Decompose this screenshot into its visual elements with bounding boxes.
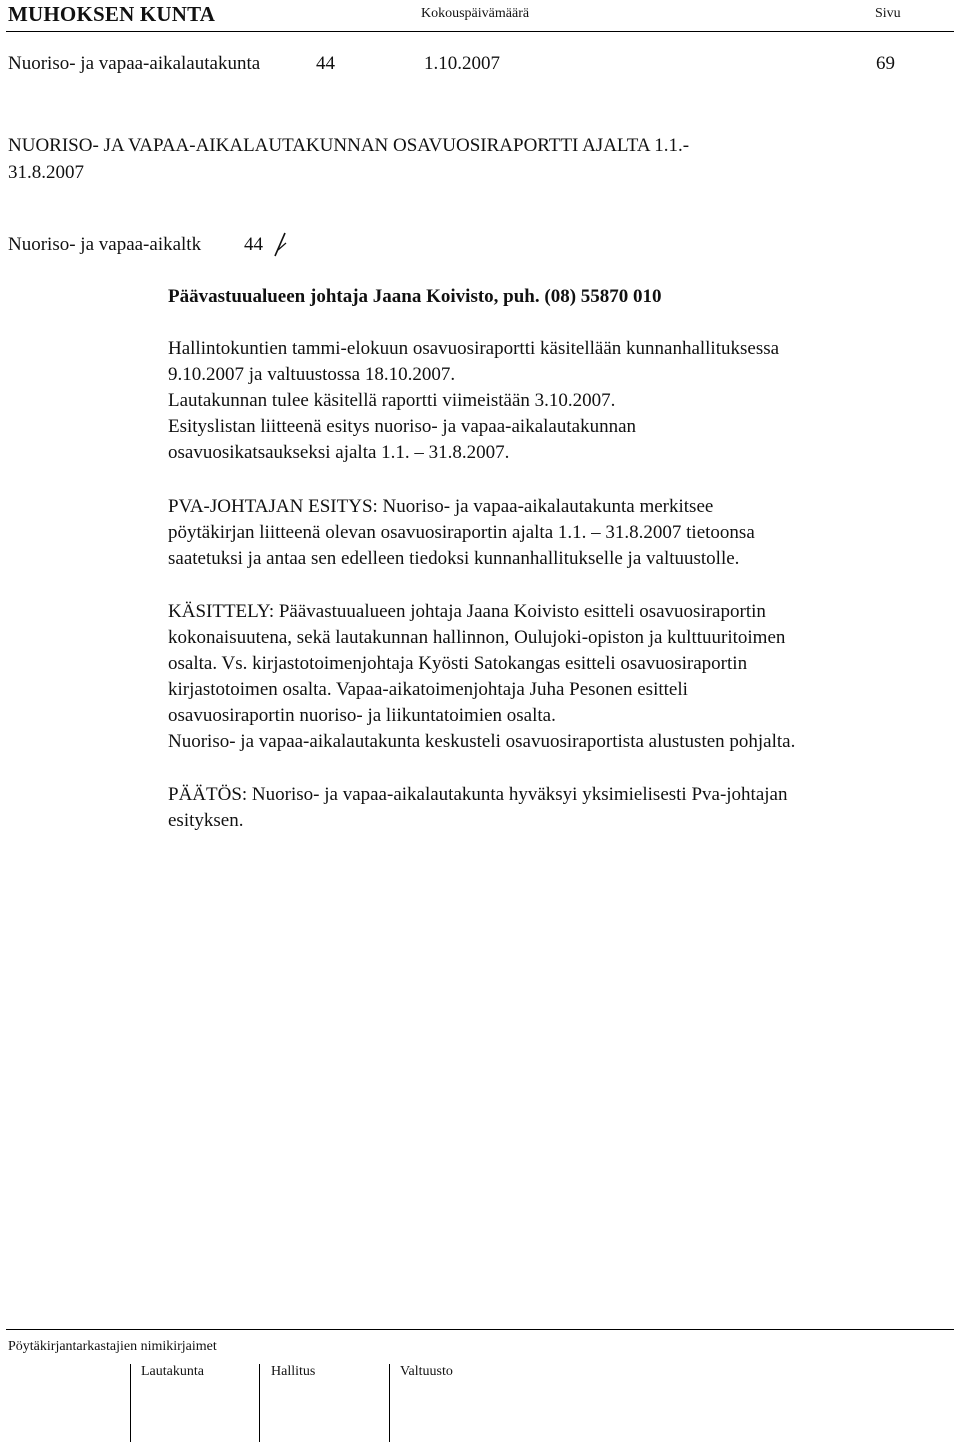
meeting-number: 44 bbox=[316, 53, 335, 74]
paragraph-line: Lautakunnan tulee käsitellä raportti viimeistään 3.10.2007. bbox=[168, 390, 616, 411]
footer-column-divider bbox=[389, 1364, 390, 1442]
meeting-body-name: Nuoriso- ja vapaa-aikalautakunta bbox=[8, 53, 261, 74]
paragraph-line: Esityslistan liitteenä esitys nuoriso- ja vapaa-aikalautakunnan bbox=[168, 416, 637, 437]
footer-column-lautakunta: Lautakunta bbox=[141, 1364, 204, 1379]
section-mark-icon bbox=[271, 230, 289, 258]
footer-column-hallitus: Hallitus bbox=[271, 1364, 316, 1379]
paragraph-line: KÄSITTELY: Päävastuualueen johtaja Jaana Koivisto esitteli osavuosiraportin bbox=[168, 601, 766, 622]
paragraph-line: esityksen. bbox=[168, 810, 244, 831]
paragraph-line: osalta. Vs. kirjastotoimenjohtaja Kyösti Satokangas esitteli osavuosiraportin bbox=[168, 653, 748, 674]
paragraph-line: 9.10.2007 ja valtuustossa 18.10.2007. bbox=[168, 364, 456, 385]
paragraph-line: osavuosiraportin nuoriso- ja liikuntatoimien osalta. bbox=[168, 705, 556, 726]
paragraph-line: PVA-JOHTAJAN ESITYS: Nuoriso- ja vapaa-aikalautakunta merkitsee bbox=[168, 496, 714, 517]
reference-number: 44 bbox=[244, 234, 263, 255]
paragraph-line: saatetuksi ja antaa sen edelleen tiedoksi kunnanhallitukselle ja valtuustolle. bbox=[168, 548, 740, 569]
subject-title-continued: 31.8.2007 bbox=[8, 162, 84, 183]
header-divider bbox=[6, 31, 954, 32]
meeting-date-label: Kokouspäivämäärä bbox=[421, 6, 530, 21]
paragraph-line: Nuoriso- ja vapaa-aikalautakunta keskusteli osavuosiraportista alustusten pohjalta. bbox=[168, 731, 796, 752]
paragraph-line: pöytäkirjan liitteenä olevan osavuosiraportin ajalta 1.1. – 31.8.2007 tietoonsa bbox=[168, 522, 755, 543]
page-label: Sivu bbox=[875, 6, 901, 21]
contact-person: Päävastuualueen johtaja Jaana Koivisto, puh. (08) 55870 010 bbox=[168, 286, 662, 307]
meeting-date: 1.10.2007 bbox=[424, 53, 500, 74]
paragraph-line: kirjastotoimen osalta. Vapaa-aikatoimenjohtaja Juha Pesonen esitteli bbox=[168, 679, 688, 700]
paragraph-line: Hallintokuntien tammi-elokuun osavuosiraportti käsitellään kunnanhallituksessa bbox=[168, 338, 780, 359]
reference-label: Nuoriso- ja vapaa-aikaltk bbox=[8, 234, 202, 255]
page-number: 69 bbox=[876, 53, 895, 74]
organization-name: MUHOKSEN KUNTA bbox=[8, 2, 216, 26]
footer-column-divider bbox=[130, 1364, 131, 1442]
footer-column-valtuusto: Valtuusto bbox=[400, 1364, 453, 1379]
footer-divider bbox=[6, 1329, 954, 1330]
paragraph-line: osavuosikatsaukseksi ajalta 1.1. – 31.8.2007. bbox=[168, 442, 510, 463]
footer-column-divider bbox=[259, 1364, 260, 1442]
paragraph-line: kokonaisuutena, sekä lautakunnan hallinnon, Oulujoki-opiston ja kulttuuritoimen bbox=[168, 627, 786, 648]
paragraph-line: PÄÄTÖS: Nuoriso- ja vapaa-aikalautakunta hyväksyi yksimielisesti Pva-johtajan bbox=[168, 784, 788, 805]
subject-title: NUORISO- JA VAPAA-AIKALAUTAKUNNAN OSAVUOSIRAPORTTI AJALTA 1.1.- bbox=[8, 135, 690, 156]
footer-title: Pöytäkirjantarkastajien nimikirjaimet bbox=[8, 1339, 217, 1354]
